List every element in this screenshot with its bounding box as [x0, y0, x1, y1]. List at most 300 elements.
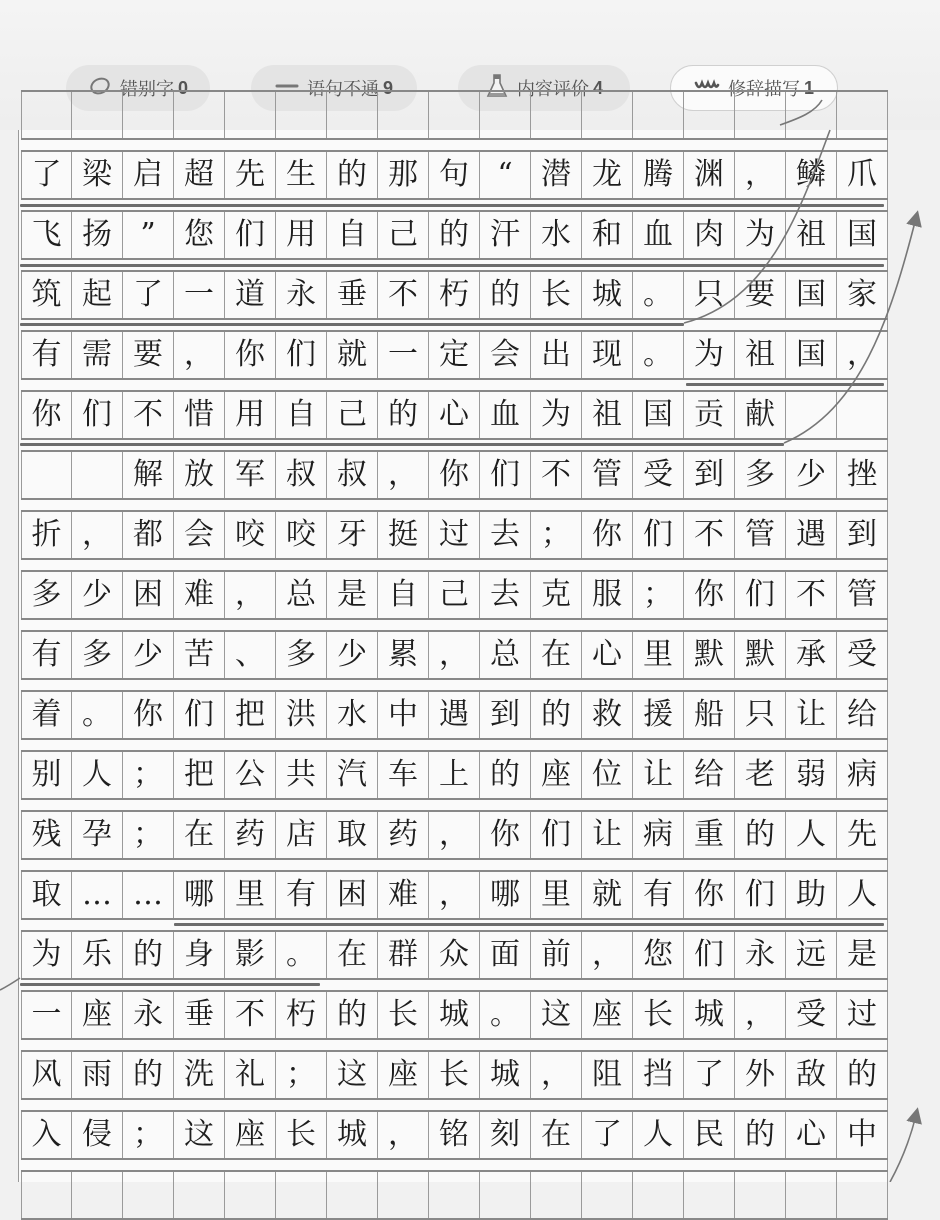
essay-cell: 先	[225, 152, 276, 198]
essay-cell: 为	[531, 392, 582, 438]
essay-cell: 让	[633, 752, 684, 798]
essay-cell: 援	[633, 692, 684, 738]
essay-cell	[735, 92, 786, 138]
essay-cell: 国	[786, 272, 837, 318]
essay-cell: 少	[123, 632, 174, 678]
essay-cell: 水	[327, 692, 378, 738]
grammar-filter-count: 9	[382, 77, 393, 98]
essay-cell	[276, 92, 327, 138]
essay-cell: 你	[21, 392, 72, 438]
essay-cell: 。	[633, 272, 684, 318]
essay-cell: 刻	[480, 1112, 531, 1158]
essay-cell: 你	[429, 452, 480, 498]
grammar-underline[interactable]	[20, 983, 320, 986]
essay-cell: ，	[429, 872, 480, 918]
essay-cell: 牙	[327, 512, 378, 558]
essay-cell: 军	[225, 452, 276, 498]
essay-cell: 苦	[174, 632, 225, 678]
essay-cell: 永	[735, 932, 786, 978]
grammar-underline[interactable]	[20, 204, 884, 207]
essay-cell: 面	[480, 932, 531, 978]
essay-cell	[21, 1172, 72, 1218]
essay-cell: 一	[174, 272, 225, 318]
essay-cell: 受	[837, 632, 888, 678]
essay-cell: 城	[480, 1052, 531, 1098]
essay-cell: ，	[72, 512, 123, 558]
essay-cell: 句	[429, 152, 480, 198]
essay-cell: 给	[684, 752, 735, 798]
essay-cell: 城	[429, 992, 480, 1038]
essay-cell: 一	[21, 992, 72, 1038]
essay-cell: 。	[72, 692, 123, 738]
essay-cell	[21, 452, 72, 498]
essay-cell: 取	[327, 812, 378, 858]
essay-cell: 难	[378, 872, 429, 918]
essay-cell	[174, 1172, 225, 1218]
essay-cell: 了	[123, 272, 174, 318]
essay-cell: 道	[225, 272, 276, 318]
essay-row	[21, 1170, 888, 1220]
essay-cell: 承	[786, 632, 837, 678]
essay-cell: 的	[429, 212, 480, 258]
essay-cell: 长	[633, 992, 684, 1038]
essay-cell: 有	[276, 872, 327, 918]
essay-cell: 国	[837, 212, 888, 258]
essay-cell: ，	[174, 332, 225, 378]
essay-cell: 管	[735, 512, 786, 558]
essay-cell: 先	[837, 812, 888, 858]
essay-cell: 在	[327, 932, 378, 978]
essay-cell: 中	[378, 692, 429, 738]
essay-cell: 入	[21, 1112, 72, 1158]
essay-cell: 们	[735, 572, 786, 618]
essay-cell: 现	[582, 332, 633, 378]
essay-cell: 你	[684, 572, 735, 618]
essay-cell: 不	[786, 572, 837, 618]
essay-cell: 朽	[429, 272, 480, 318]
essay-cell: 出	[531, 332, 582, 378]
essay-cell: 城	[327, 1112, 378, 1158]
essay-row	[21, 270, 888, 320]
essay-cell: 城	[582, 272, 633, 318]
essay-cell: 的	[735, 1112, 786, 1158]
essay-cell: 老	[735, 752, 786, 798]
essay-cell: 长	[531, 272, 582, 318]
essay-cell: 这	[174, 1112, 225, 1158]
essay-cell: 困	[327, 872, 378, 918]
essay-cell: 管	[837, 572, 888, 618]
essay-cell: 需	[72, 332, 123, 378]
essay-cell: 哪	[480, 872, 531, 918]
essay-cell: 有	[21, 632, 72, 678]
essay-row	[21, 870, 888, 920]
essay-cell	[21, 92, 72, 138]
essay-cell: 己	[429, 572, 480, 618]
essay-cell: 祖	[582, 392, 633, 438]
essay-cell: 群	[378, 932, 429, 978]
essay-cell	[480, 1172, 531, 1218]
essay-cell: 累	[378, 632, 429, 678]
essay-cell: 你	[684, 872, 735, 918]
essay-cell: 们	[633, 512, 684, 558]
essay-cell: 永	[276, 272, 327, 318]
essay-cell: 的	[837, 1052, 888, 1098]
essay-cell	[786, 1172, 837, 1218]
essay-cell: 血	[480, 392, 531, 438]
essay-cell	[123, 1172, 174, 1218]
essay-cell: 多	[276, 632, 327, 678]
essay-cell: 有	[21, 332, 72, 378]
essay-cell: 贡	[684, 392, 735, 438]
essay-cell: 就	[582, 872, 633, 918]
essay-row	[21, 990, 888, 1040]
essay-cell: 的	[480, 272, 531, 318]
essay-cell: 起	[72, 272, 123, 318]
essay-cell: 过	[837, 992, 888, 1038]
essay-cell: 把	[174, 752, 225, 798]
essay-cell: 总	[276, 572, 327, 618]
essay-cell: 叔	[327, 452, 378, 498]
essay-row	[21, 1050, 888, 1100]
essay-cell: 不	[684, 512, 735, 558]
essay-paper	[18, 130, 888, 1182]
content-filter-label: 内容评价	[516, 79, 589, 99]
essay-cell: 乐	[72, 932, 123, 978]
essay-cell: 不	[123, 392, 174, 438]
essay-cell: 垂	[327, 272, 378, 318]
essay-cell: 的	[123, 1052, 174, 1098]
essay-cell: 鳞	[786, 152, 837, 198]
essay-cell: 梁	[72, 152, 123, 198]
essay-row	[21, 1110, 888, 1160]
essay-cell: 众	[429, 932, 480, 978]
essay-cell: 人	[72, 752, 123, 798]
essay-cell: 座	[582, 992, 633, 1038]
essay-cell: 折	[21, 512, 72, 558]
essay-cell: 都	[123, 512, 174, 558]
essay-cell: 少	[72, 572, 123, 618]
essay-cell: 飞	[21, 212, 72, 258]
essay-cell: 这	[327, 1052, 378, 1098]
essay-cell: 受	[786, 992, 837, 1038]
essay-cell: ，	[429, 632, 480, 678]
essay-cell: 把	[225, 692, 276, 738]
essay-cell: 座	[72, 992, 123, 1038]
essay-cell: ，	[378, 452, 429, 498]
essay-cell: 敌	[786, 1052, 837, 1098]
essay-cell: 们	[72, 392, 123, 438]
essay-cell: 要	[123, 332, 174, 378]
essay-cell: 座	[378, 1052, 429, 1098]
essay-cell: 祖	[786, 212, 837, 258]
essay-cell: 城	[684, 992, 735, 1038]
essay-row	[21, 210, 888, 260]
essay-cell	[684, 92, 735, 138]
essay-cell: 民	[684, 1112, 735, 1158]
essay-cell: 挺	[378, 512, 429, 558]
essay-cell: 在	[531, 1112, 582, 1158]
essay-cell: 们	[276, 332, 327, 378]
essay-cell: 车	[378, 752, 429, 798]
essay-cell: 少	[786, 452, 837, 498]
essay-cell: 助	[786, 872, 837, 918]
essay-cell: 们	[480, 452, 531, 498]
essay-cell: 定	[429, 332, 480, 378]
essay-cell: 哪	[174, 872, 225, 918]
essay-row	[21, 510, 888, 560]
essay-cell: 朽	[276, 992, 327, 1038]
essay-cell: 外	[735, 1052, 786, 1098]
essay-cell: 影	[225, 932, 276, 978]
essay-cell: 解	[123, 452, 174, 498]
essay-cell: 汗	[480, 212, 531, 258]
essay-cell: 弱	[786, 752, 837, 798]
essay-cell: 心	[429, 392, 480, 438]
essay-cell: 国	[786, 332, 837, 378]
essay-cell: 遇	[786, 512, 837, 558]
essay-cell: 座	[531, 752, 582, 798]
essay-cell	[378, 1172, 429, 1218]
essay-cell: 血	[633, 212, 684, 258]
essay-cell: 腾	[633, 152, 684, 198]
essay-cell: 咬	[225, 512, 276, 558]
essay-cell: 人	[786, 812, 837, 858]
essay-cell	[786, 392, 837, 438]
essay-cell	[633, 1172, 684, 1218]
essay-cell: ；	[123, 752, 174, 798]
essay-cell	[123, 92, 174, 138]
essay-cell: 惜	[174, 392, 225, 438]
essay-cell: 己	[327, 392, 378, 438]
essay-cell	[276, 1172, 327, 1218]
essay-cell: 到	[480, 692, 531, 738]
essay-cell: 要	[735, 272, 786, 318]
essay-cell: 公	[225, 752, 276, 798]
essay-cell: 们	[684, 932, 735, 978]
content-filter-count: 4	[592, 77, 603, 98]
essay-cell: 挫	[837, 452, 888, 498]
essay-row	[21, 90, 888, 140]
essay-cell: 了	[684, 1052, 735, 1098]
typo-filter-label: 错别字	[119, 79, 174, 99]
essay-cell: 。	[480, 992, 531, 1038]
grammar-underline[interactable]	[686, 383, 884, 386]
essay-cell: 侵	[72, 1112, 123, 1158]
essay-cell: 你	[225, 332, 276, 378]
essay-cell: 过	[429, 512, 480, 558]
essay-cell	[72, 1172, 123, 1218]
essay-cell: 筑	[21, 272, 72, 318]
essay-cell: 别	[21, 752, 72, 798]
essay-cell: 心	[786, 1112, 837, 1158]
essay-cell: 长	[276, 1112, 327, 1158]
essay-cell	[480, 92, 531, 138]
essay-cell: 只	[684, 272, 735, 318]
essay-cell: 您	[633, 932, 684, 978]
essay-cell: 的	[327, 992, 378, 1038]
essay-cell: 少	[327, 632, 378, 678]
essay-cell: 的	[735, 812, 786, 858]
essay-cell: 在	[174, 812, 225, 858]
essay-cell: 们	[174, 692, 225, 738]
essay-cell: ；	[276, 1052, 327, 1098]
essay-cell	[786, 92, 837, 138]
essay-cell	[429, 92, 480, 138]
essay-cell: 取	[21, 872, 72, 918]
essay-cell: 座	[225, 1112, 276, 1158]
essay-row	[21, 150, 888, 200]
essay-cell: 你	[123, 692, 174, 738]
essay-cell	[378, 92, 429, 138]
essay-row	[21, 750, 888, 800]
essay-cell: 挡	[633, 1052, 684, 1098]
essay-cell	[837, 392, 888, 438]
essay-cell: 救	[582, 692, 633, 738]
essay-cell: 默	[684, 632, 735, 678]
essay-cell: ，	[531, 1052, 582, 1098]
essay-cell: 长	[429, 1052, 480, 1098]
essay-cell: 风	[21, 1052, 72, 1098]
essay-cell: 心	[582, 632, 633, 678]
essay-cell: 管	[582, 452, 633, 498]
essay-cell: 为	[21, 932, 72, 978]
essay-cell: 雨	[72, 1052, 123, 1098]
essay-cell: 了	[21, 152, 72, 198]
essay-cell	[633, 92, 684, 138]
essay-cell: 们	[531, 812, 582, 858]
essay-cell: ，	[378, 1112, 429, 1158]
essay-cell: 里	[531, 872, 582, 918]
essay-cell: 阻	[582, 1052, 633, 1098]
essay-cell: 龙	[582, 152, 633, 198]
essay-cell: 里	[633, 632, 684, 678]
essay-cell: 咬	[276, 512, 327, 558]
essay-cell: ；	[123, 812, 174, 858]
essay-cell: 让	[786, 692, 837, 738]
essay-cell: 扬	[72, 212, 123, 258]
typo-filter-count: 0	[177, 77, 188, 98]
essay-cell: ；	[633, 572, 684, 618]
essay-cell: 船	[684, 692, 735, 738]
essay-cell	[837, 1172, 888, 1218]
essay-cell: 洗	[174, 1052, 225, 1098]
essay-cell: 启	[123, 152, 174, 198]
essay-cell: “	[480, 152, 531, 198]
essay-cell: 默	[735, 632, 786, 678]
essay-cell: ，	[429, 812, 480, 858]
grammar-underline[interactable]	[20, 264, 884, 267]
essay-cell	[225, 1172, 276, 1218]
essay-cell: 是	[327, 572, 378, 618]
essay-row	[21, 930, 888, 980]
essay-cell	[327, 1172, 378, 1218]
essay-cell: 长	[378, 992, 429, 1038]
essay-cell: 到	[837, 512, 888, 558]
essay-cell: 自	[378, 572, 429, 618]
essay-cell: 是	[837, 932, 888, 978]
essay-cell	[72, 92, 123, 138]
essay-cell: 超	[174, 152, 225, 198]
essay-cell: 肉	[684, 212, 735, 258]
essay-cell: 病	[633, 812, 684, 858]
essay-cell: 人	[633, 1112, 684, 1158]
essay-cell: 会	[480, 332, 531, 378]
grammar-underline[interactable]	[174, 923, 884, 926]
essay-cell: 药	[225, 812, 276, 858]
grammar-underline[interactable]	[20, 443, 784, 446]
essay-cell: 人	[837, 872, 888, 918]
essay-cell: 国	[633, 392, 684, 438]
essay-cell: 献	[735, 392, 786, 438]
grammar-underline[interactable]	[20, 323, 684, 326]
essay-cell: 铭	[429, 1112, 480, 1158]
essay-cell: ，	[735, 152, 786, 198]
essay-cell: 礼	[225, 1052, 276, 1098]
essay-cell	[531, 1172, 582, 1218]
essay-row	[21, 390, 888, 440]
essay-cell	[837, 92, 888, 138]
essay-cell: 多	[735, 452, 786, 498]
essay-cell	[582, 92, 633, 138]
essay-cell: 一	[378, 332, 429, 378]
essay-row	[21, 630, 888, 680]
essay-cell: 重	[684, 812, 735, 858]
essay-cell: 只	[735, 692, 786, 738]
essay-cell: 放	[174, 452, 225, 498]
essay-cell: 不	[378, 272, 429, 318]
essay-row	[21, 450, 888, 500]
essay-cell: 受	[633, 452, 684, 498]
essay-cell: 总	[480, 632, 531, 678]
essay-cell: 的	[123, 932, 174, 978]
essay-cell: ，	[225, 572, 276, 618]
essay-cell	[72, 452, 123, 498]
essay-cell	[582, 1172, 633, 1218]
essay-cell	[684, 1172, 735, 1218]
essay-cell: 、	[225, 632, 276, 678]
essay-cell	[735, 1172, 786, 1218]
essay-cell: 残	[21, 812, 72, 858]
essay-cell: ”	[123, 212, 174, 258]
essay-cell: 服	[582, 572, 633, 618]
essay-cell: 潜	[531, 152, 582, 198]
essay-cell: 在	[531, 632, 582, 678]
essay-cell: 着	[21, 692, 72, 738]
essay-cell: ；	[531, 512, 582, 558]
essay-cell: 多	[72, 632, 123, 678]
essay-row	[21, 570, 888, 620]
essay-cell: 克	[531, 572, 582, 618]
essay-cell: ，	[582, 932, 633, 978]
essay-cell: 有	[633, 872, 684, 918]
essay-cell: 您	[174, 212, 225, 258]
essay-cell: 上	[429, 752, 480, 798]
essay-cell: 和	[582, 212, 633, 258]
essay-cell: 洪	[276, 692, 327, 738]
essay-cell: 的	[327, 152, 378, 198]
essay-cell: 祖	[735, 332, 786, 378]
essay-cell: 不	[225, 992, 276, 1038]
essay-cell: 你	[582, 512, 633, 558]
essay-cell: 的	[531, 692, 582, 738]
rhetoric-filter-label: 修辞描写	[727, 79, 800, 99]
essay-cell: 的	[378, 392, 429, 438]
essay-cell: 自	[276, 392, 327, 438]
essay-cell	[327, 92, 378, 138]
essay-cell: ；	[123, 1112, 174, 1158]
essay-cell: 永	[123, 992, 174, 1038]
essay-cell: 去	[480, 572, 531, 618]
